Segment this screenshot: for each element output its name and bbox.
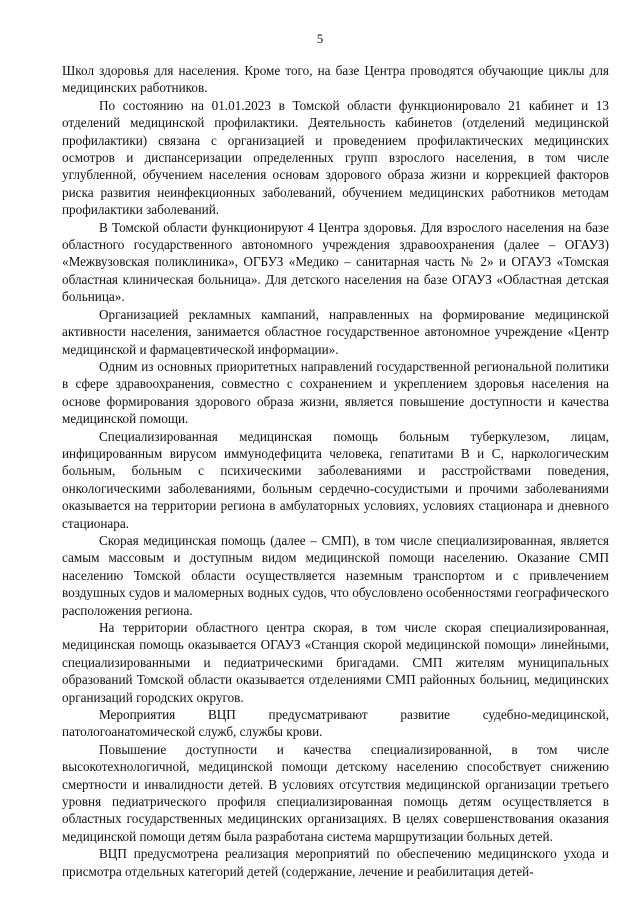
paragraph-regional-policy: Одним из основных приоритетных направлений государственной региональной политики в сфере здравоохранения, совместно с сохранением и укреплением здоровья населения на основе формирования здорового образа жизни, является повышение доступности и качества медицинской помощи. [62,358,609,427]
paragraph-pediatric-care: Повышение доступности и качества специализированной, в том числе высокотехнологичной, медицинской помощи детскому населению способствует снижению смертности и инвалидности детей. В условиях отсутствия медицинской организации третьего уровня педиатрического профиля специализированная помощь детям осуществляется в областных государственных медицинских организациях. В целях совершенствования оказания медицинской помощи детям была разработана система маршрутизации больных детей. [62,741,609,844]
page-number: 5 [316,31,324,46]
paragraph-emergency-care: Скорая медицинская помощь (далее – СМП), в том числе специализированная, является самым массовым и доступным видом медицинской помощи населению. Оказание СМП населению Томской области осуществляется наземным транспортом и с привлечением воздушных судов и маломерных водных судов, что обусловлено особенностями географического расположения региона. [62,532,609,618]
paragraph-emergency-station: На территории областного центра скорая, в том числе скорая специализированная, медицинская помощь оказывается ОГАУЗ «Станция скорой медицинской помощи» линейными, специализированными и педиатрическими бригадами. СМП жителям муниципальных образований Томской области оказывается отделениями СМП районных больниц, медицинских организаций городских округов. [62,620,609,705]
paragraph-child-care-measures: ВЦП предусмотрена реализация мероприятий по обеспечению медицинского ухода и присмотра отдельных категорий детей (содержание, лечение и реабилитация детей- [62,846,609,879]
paragraph-specialized-care: Специализированная медицинская помощь больным туберкулезом, лицам, инфицированным вирусом иммунодефицита человека, гепатитами В и С, наркологическим больным, больным с психическими заболеваниями и расстройствами поведения, онкологическими заболеваниями, больным сердечно-сосудистыми и прочими заболеваниями оказывается на территории региона в амбулаторных условиях, условиях стационара и дневного стационара. [62,428,609,531]
paragraph-health-schools: Школ здоровья для населения. Кроме того, на базе Центра проводятся обучающие циклы для медицинских работников. [62,63,609,96]
document-body [62,62,609,880]
paragraph-advertising-campaigns: Организацией рекламных кампаний, направленных на формирование медицинской активности населения, занимается областное государственное автономное учреждение «Центр медицинской и фармацевтической информации». [62,306,609,357]
paragraph-prevention-offices: По состоянию на 01.01.2023 в Томской области функционировало 21 кабинет и 13 отделений медицинской профилактики. Деятельность кабинетов (отделений медицинской профилактики) связана с организацией и проведением профилактических медицинских осмотров и диспансеризации определенных групп взрослого населения, в том числе углубленной, обучением населения основам здорового образа жизни и коррекцией факторов риска развития неинфекционных заболеваний, обучением медицинских работников методам профилактики заболеваний. [62,97,609,218]
paragraph-forensic-services: Мероприятия ВЦП предусматривают развитие судебно-медицинской, патологоанатомической служб, службы крови. [62,707,609,740]
paragraph-health-centers: В Томской области функционируют 4 Центра здоровья. Для взрослого населения на базе областного государственного автономного учреждения здравоохранения (далее – ОГАУЗ) «Межвузовская поликлиника», ОГБУЗ «Медико – санитарная часть № 2» и ОГАУЗ «Томская областная клиническая больница». Для детского населения на базе ОГАУЗ «Областная детская больница». [62,219,609,305]
